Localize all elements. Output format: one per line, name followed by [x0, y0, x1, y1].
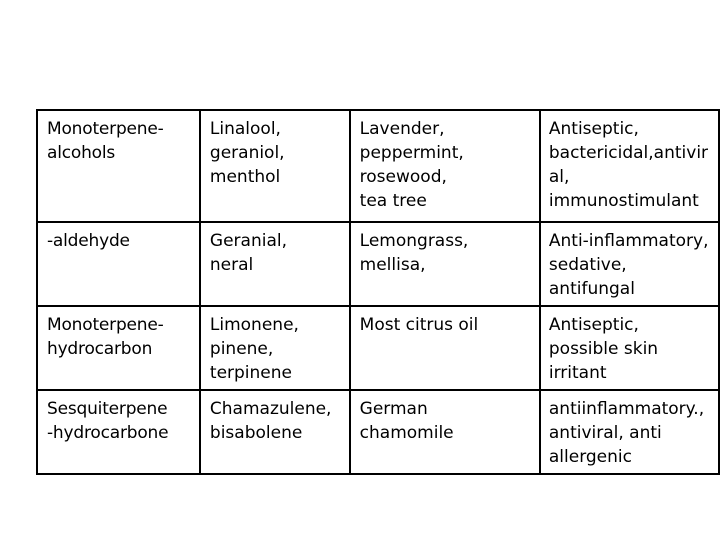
sources-cell: Lemongrass, mellisa,: [350, 222, 540, 306]
terpene-table: [36, 109, 720, 475]
properties-cell: Antiseptic, bactericidal,antivir al, immunostimulant: [540, 110, 719, 222]
class-cell: Monoterpene- hydrocarbon: [37, 306, 200, 390]
table-row: [37, 390, 719, 474]
sources-cell: Lavender, peppermint, rosewood, tea tree: [350, 110, 540, 222]
compounds-cell: Geranial, neral: [200, 222, 350, 306]
table-row: [37, 306, 719, 390]
properties-cell: Anti-inflammatory, sedative, antifungal: [540, 222, 719, 306]
table-row: [37, 222, 719, 306]
compounds-cell: Chamazulene, bisabolene: [200, 390, 350, 474]
class-cell: Monoterpene- alcohols: [37, 110, 200, 222]
sources-cell: Most citrus oil: [350, 306, 540, 390]
class-cell: Sesquiterpene -hydrocarbone: [37, 390, 200, 474]
sources-cell: German chamomile: [350, 390, 540, 474]
compounds-cell: Linalool, geraniol, menthol: [200, 110, 350, 222]
compounds-cell: Limonene, pinene, terpinene: [200, 306, 350, 390]
properties-cell: Antiseptic, possible skin irritant: [540, 306, 719, 390]
properties-cell: antiinflammatory., antiviral, anti allergenic: [540, 390, 719, 474]
class-cell: -aldehyde: [37, 222, 200, 306]
table-row: [37, 110, 719, 222]
